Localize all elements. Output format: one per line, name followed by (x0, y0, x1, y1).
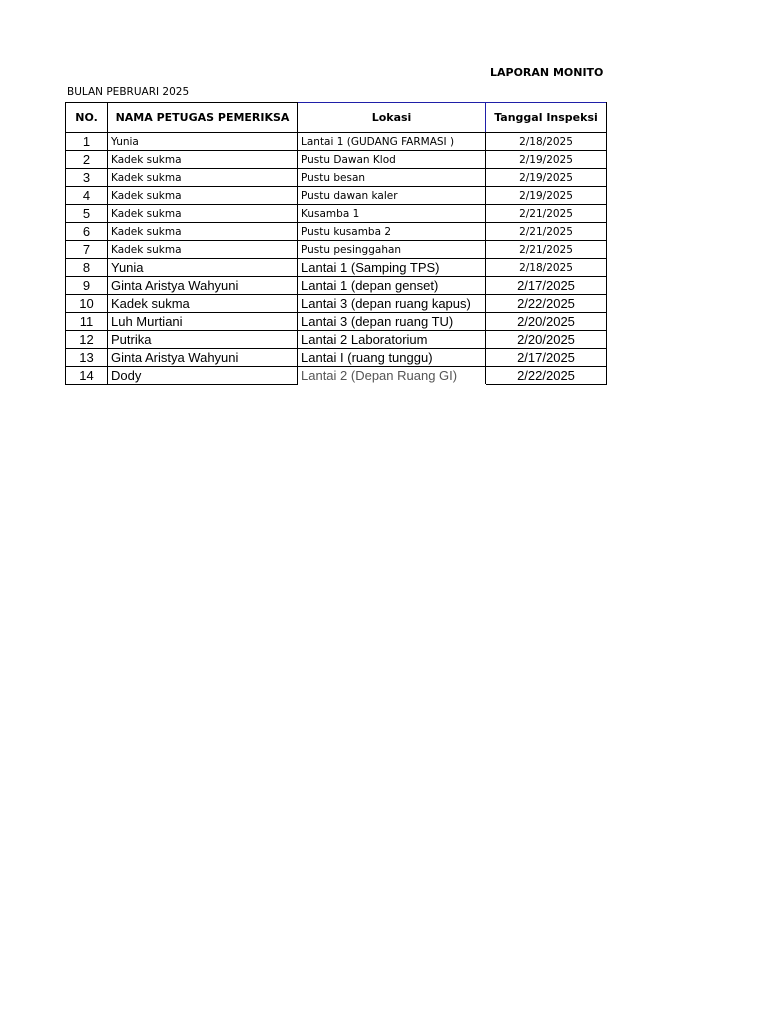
cell-name: Kadek sukma (108, 295, 298, 313)
cell-date: 2/17/2025 (486, 277, 607, 295)
cell-date: 2/20/2025 (486, 331, 607, 349)
table-row (66, 205, 607, 223)
cell-date: 2/17/2025 (486, 349, 607, 367)
cell-no: 7 (66, 241, 108, 259)
cell-name: Ginta Aristya Wahyuni (108, 277, 298, 295)
cell-date: 2/19/2025 (486, 187, 607, 205)
cell-location: Pustu pesinggahan (298, 241, 486, 259)
month-label: BULAN PEBRUARI 2025 (67, 86, 190, 98)
cell-name: Luh Murtiani (108, 313, 298, 331)
table-row (66, 349, 607, 367)
cell-name: Kadek sukma (108, 223, 298, 241)
cell-no: 10 (66, 295, 108, 313)
cell-date: 2/19/2025 (486, 169, 607, 187)
cell-location: Pustu dawan kaler (298, 187, 486, 205)
table-row (66, 295, 607, 313)
cell-location: Lantai 2 Laboratorium (298, 331, 486, 349)
cell-no: 8 (66, 259, 108, 277)
table-row (66, 331, 607, 349)
cell-no: 12 (66, 331, 108, 349)
table-row (66, 187, 607, 205)
cell-no: 14 (66, 367, 108, 385)
cell-no: 5 (66, 205, 108, 223)
cell-location: Kusamba 1 (298, 205, 486, 223)
cell-name: Yunia (108, 133, 298, 151)
cell-name: Yunia (108, 259, 298, 277)
header-name: NAMA PETUGAS PEMERIKSA (108, 103, 298, 133)
table-row (66, 367, 607, 385)
cell-name: Kadek sukma (108, 151, 298, 169)
cell-name: Kadek sukma (108, 205, 298, 223)
cell-name: Kadek sukma (108, 187, 298, 205)
cell-name: Ginta Aristya Wahyuni (108, 349, 298, 367)
header-date: Tanggal Inspeksi (486, 103, 607, 133)
cell-location: Pustu kusamba 2 (298, 223, 486, 241)
cell-name: Dody (108, 367, 298, 385)
table-row (66, 169, 607, 187)
table-row (66, 151, 607, 169)
table-row (66, 133, 607, 151)
cell-date: 2/21/2025 (486, 241, 607, 259)
cell-date: 2/21/2025 (486, 205, 607, 223)
cell-no: 13 (66, 349, 108, 367)
header-no: NO. (66, 103, 108, 133)
cell-no: 2 (66, 151, 108, 169)
cell-date: 2/22/2025 (486, 367, 607, 385)
cell-no: 6 (66, 223, 108, 241)
cell-date: 2/20/2025 (486, 313, 607, 331)
cell-name: Kadek sukma (108, 169, 298, 187)
cell-no: 4 (66, 187, 108, 205)
table-row (66, 259, 607, 277)
cell-location: Pustu besan (298, 169, 486, 187)
cell-date: 2/21/2025 (486, 223, 607, 241)
cell-location: Lantai 3 (depan ruang TU) (298, 313, 486, 331)
cell-no: 1 (66, 133, 108, 151)
header-location: Lokasi (298, 103, 486, 133)
cell-location: Lantai 3 (depan ruang kapus) (298, 295, 486, 313)
cell-location: Lantai 1 (depan genset) (298, 277, 486, 295)
cell-location: Lantai 1 (GUDANG FARMASI ) (298, 133, 486, 151)
cell-date: 2/22/2025 (486, 295, 607, 313)
cell-date: 2/18/2025 (486, 259, 607, 277)
table-row (66, 277, 607, 295)
table-row (66, 241, 607, 259)
inspection-table (65, 102, 607, 385)
cell-location: Lantai 2 (Depan Ruang GI) (298, 367, 486, 385)
cell-date: 2/18/2025 (486, 133, 607, 151)
cell-date: 2/19/2025 (486, 151, 607, 169)
table-row (66, 223, 607, 241)
cell-no: 9 (66, 277, 108, 295)
cell-no: 3 (66, 169, 108, 187)
table-row (66, 313, 607, 331)
cell-name: Putrika (108, 331, 298, 349)
cell-location: Lantai 1 (Samping TPS) (298, 259, 486, 277)
table-header-row (66, 103, 607, 133)
cell-location: Lantai I (ruang tunggu) (298, 349, 486, 367)
cell-location: Pustu Dawan Klod (298, 151, 486, 169)
cell-no: 11 (66, 313, 108, 331)
cell-name: Kadek sukma (108, 241, 298, 259)
report-title: LAPORAN MONITO (490, 66, 604, 79)
